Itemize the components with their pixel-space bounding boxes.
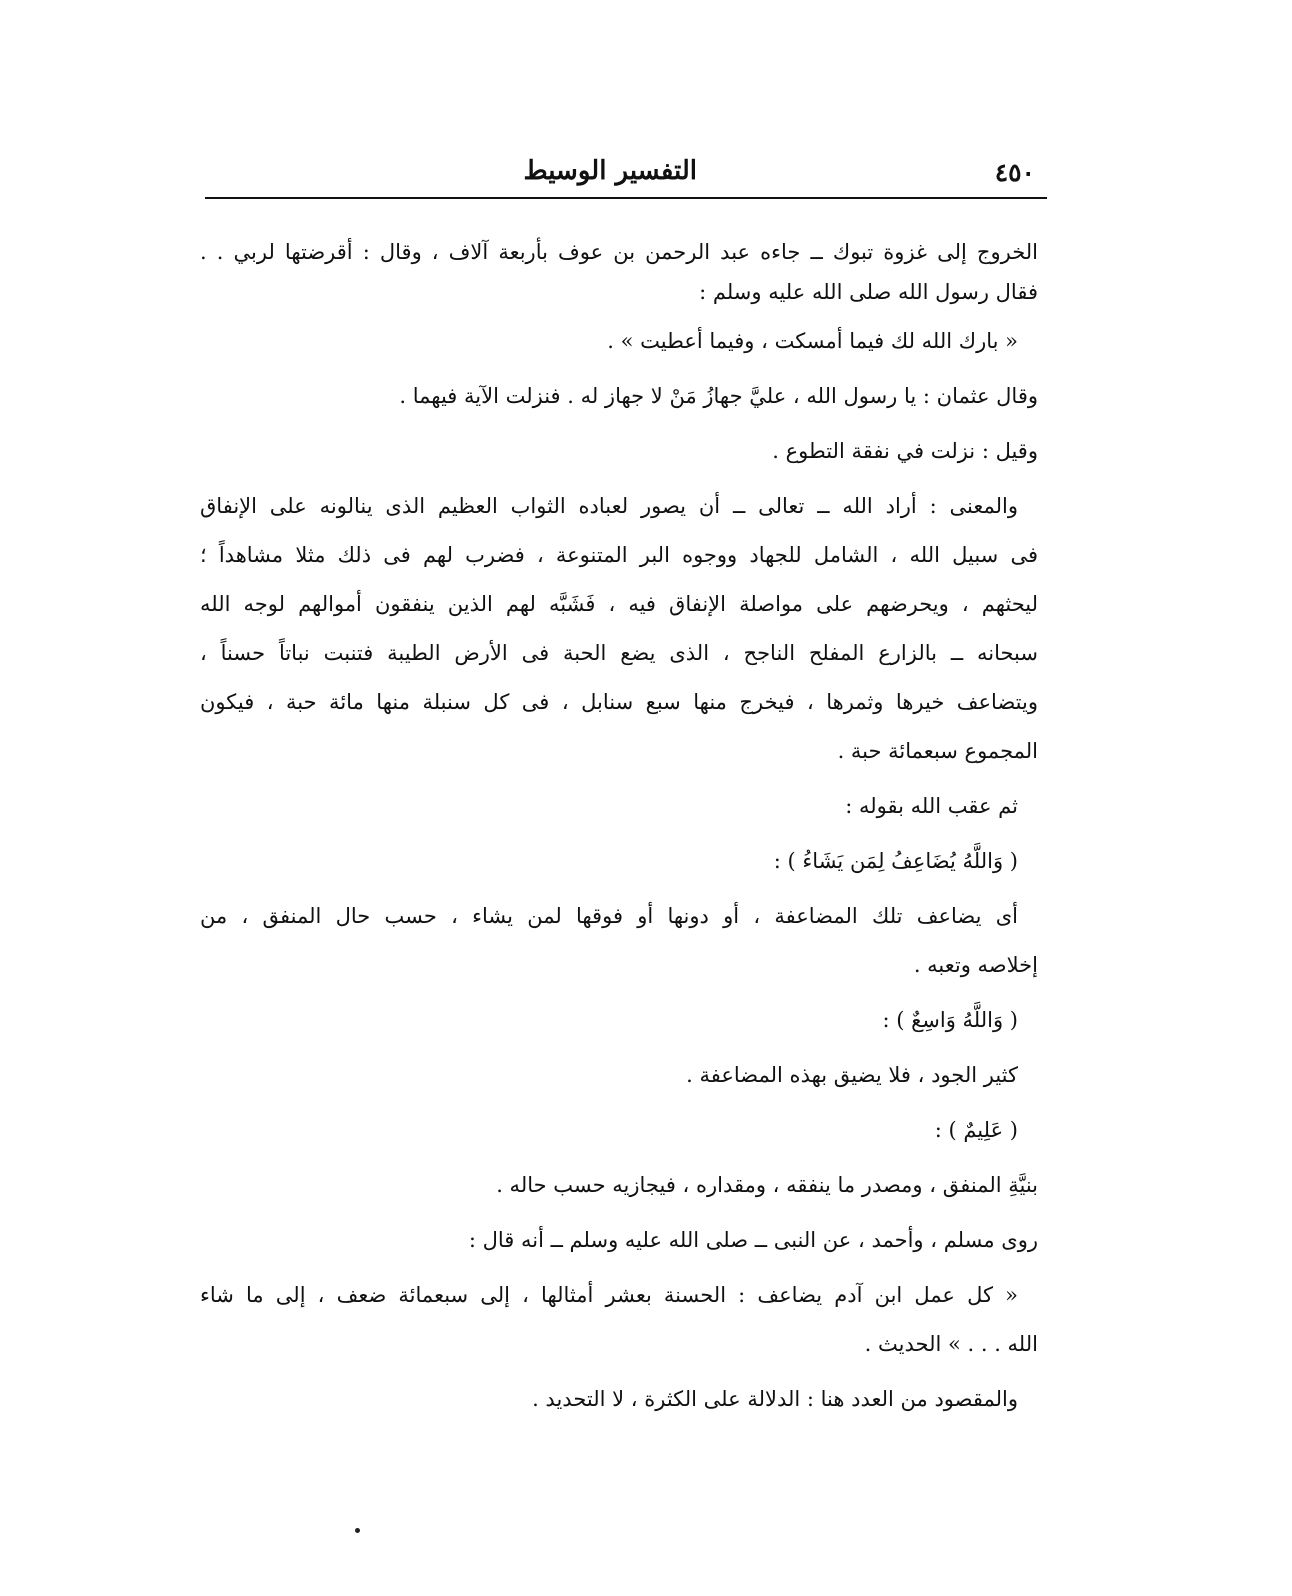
body-text	[200, 236, 1038, 1416]
page-header	[205, 150, 1047, 198]
verse-quote: ( وَاللَّهُ يُضَاعِفُ لِمَن يَشَاءُ ) :	[773, 849, 1018, 873]
text-line: فى سبيل الله ، الشامل للجهاد ووجوه البر المتنوعة ، فضرب لهم فى ذلك مثلا مشاهداً ؛	[200, 543, 1038, 567]
text-line: والمعنى : أراد الله ــ تعالى ــ أن يصور لعباده الثواب العظيم الذى ينالونه على الإنفاق	[200, 494, 1018, 518]
text-line: المجموع سبعمائة حبة .	[837, 739, 1038, 763]
text-line: الخروج إلى غزوة تبوك ــ جاءه عبد الرحمن بن عوف بأربعة آلاف ، وقال : أقرضتها لربي . .	[200, 240, 1038, 264]
text-line: أى يضاعف تلك المضاعفة ، أو دونها أو فوقها لمن يشاء ، حسب حال المنفق ، من	[200, 904, 1018, 928]
text-line: وقيل : نزلت في نفقة التطوع .	[772, 439, 1038, 463]
verse-quote: ( عَلِيمٌ ) :	[934, 1118, 1018, 1142]
text-line: روى مسلم ، وأحمد ، عن النبى ــ صلى الله عليه وسلم ــ أنه قال :	[468, 1228, 1038, 1252]
text-line: كثير الجود ، فلا يضيق بهذه المضاعفة .	[686, 1063, 1018, 1087]
page-number: ٤٥٠	[994, 158, 1035, 187]
hadith-quote: « بارك الله لك فيما أمسكت ، وفيما أعطيت » .	[607, 329, 1018, 353]
running-title: التفسير الوسيط	[523, 156, 697, 186]
text-line: والمقصود من العدد هنا : الدلالة على الكثرة ، لا التحديد .	[532, 1387, 1018, 1411]
text-line: ثم عقب الله بقوله :	[845, 794, 1018, 818]
text-line: فقال رسول الله صلى الله عليه وسلم :	[699, 280, 1038, 304]
header-rule	[205, 197, 1047, 199]
text-line: بنيَّةِ المنفق ، ومصدر ما ينفقه ، ومقداره ، فيجازيه حسب حاله .	[496, 1173, 1038, 1197]
text-line: ليحثهم ، ويحرضهم على مواصلة الإنفاق فيه ، فَشَبَّه لهم الذين ينفقون أموالهم لوجه الله	[200, 592, 1038, 616]
text-line: الله . . . » الحديث .	[864, 1332, 1038, 1356]
text-line: ويتضاعف خيرها وثمرها ، فيخرج منها سبع سنابل ، فى كل سنبلة منها مائة حبة ، فيكون	[200, 690, 1038, 714]
text-line: سبحانه ــ بالزارع المفلح الناجح ، الذى يضع الحبة فى الأرض الطيبة فتنبت نباتاً حسناً ،	[200, 641, 1038, 665]
print-speck	[355, 1528, 360, 1533]
verse-quote: ( وَاللَّهُ وَاسِعٌ ) :	[882, 1008, 1018, 1032]
hadith-quote: « كل عمل ابن آدم يضاعف : الحسنة بعشر أمثالها ، إلى سبعمائة ضعف ، إلى ما شاء	[200, 1283, 1018, 1307]
text-line: إخلاصه وتعبه .	[913, 953, 1038, 977]
text-line: وقال عثمان : يا رسول الله ، عليَّ جهازُ مَنْ لا جهاز له . فنزلت الآية فيهما .	[399, 384, 1038, 408]
